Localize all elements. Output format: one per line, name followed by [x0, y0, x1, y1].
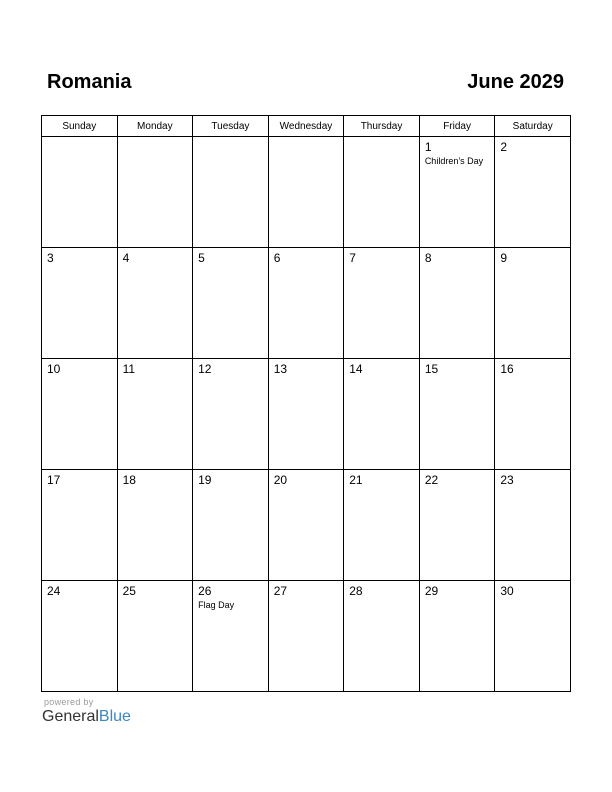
day-cell — [344, 581, 420, 692]
day-number: 19 — [198, 473, 212, 487]
day-number: 28 — [349, 584, 363, 598]
day-number: 29 — [424, 584, 439, 598]
day-number: 6 — [273, 251, 281, 265]
weekday-header: Thursday — [344, 116, 420, 137]
weekday-header-row — [42, 116, 571, 137]
day-cell — [495, 470, 571, 581]
day-cell — [268, 248, 344, 359]
day-cell — [117, 470, 193, 581]
weekday-header: Sunday — [42, 116, 118, 137]
empty-day-cell — [42, 137, 118, 248]
empty-day-cell — [117, 137, 193, 248]
day-number: 10 — [47, 362, 61, 376]
day-cell — [268, 581, 344, 692]
calendar-header — [47, 71, 564, 99]
weekday-header: Monday — [117, 116, 193, 137]
week-row — [42, 581, 571, 692]
month-title: June 2029 — [467, 71, 564, 93]
holiday-label: Flag Day — [198, 600, 235, 610]
day-number: 5 — [198, 251, 205, 265]
weekday-header: Saturday — [495, 116, 571, 137]
weekday-header: Friday — [419, 116, 495, 137]
day-cell — [419, 581, 495, 692]
day-number: 30 — [500, 584, 514, 598]
weekday-header: Wednesday — [268, 116, 344, 137]
calendar-grid — [41, 115, 571, 692]
day-cell — [193, 248, 269, 359]
day-number: 20 — [273, 473, 288, 487]
day-cell — [344, 470, 420, 581]
empty-day-cell — [193, 137, 269, 248]
day-cell — [42, 470, 118, 581]
day-cell — [268, 470, 344, 581]
day-cell — [344, 248, 420, 359]
day-number: 14 — [349, 362, 363, 376]
day-cell — [193, 581, 269, 692]
week-row — [42, 248, 571, 359]
day-number: 27 — [273, 584, 288, 598]
day-cell — [117, 248, 193, 359]
day-number: 24 — [47, 584, 61, 598]
day-number: 23 — [500, 473, 514, 487]
empty-day-cell — [268, 137, 344, 248]
day-cell — [419, 248, 495, 359]
day-number: 12 — [198, 362, 212, 376]
day-number: 9 — [500, 251, 508, 265]
week-row — [42, 470, 571, 581]
day-number: 13 — [273, 362, 288, 376]
country-title: Romania — [47, 71, 132, 93]
day-number: 4 — [122, 251, 130, 265]
powered-by-label: powered by — [44, 697, 94, 707]
holiday-label: Children’s Day — [424, 156, 484, 166]
day-number: 11 — [122, 362, 136, 376]
day-cell — [495, 137, 571, 248]
day-cell — [117, 581, 193, 692]
day-cell — [42, 359, 118, 470]
day-cell — [42, 248, 118, 359]
day-cell — [495, 359, 571, 470]
day-cell — [344, 359, 420, 470]
day-number: 3 — [47, 251, 54, 265]
week-row — [42, 137, 571, 248]
day-cell — [419, 137, 495, 248]
day-number: 21 — [349, 473, 363, 487]
day-number: 26 — [198, 584, 212, 598]
day-cell — [42, 581, 118, 692]
week-row — [42, 359, 571, 470]
day-number: 16 — [500, 362, 514, 376]
generalblue-logo — [42, 707, 131, 727]
day-cell — [495, 248, 571, 359]
day-number: 18 — [122, 473, 136, 487]
day-number: 22 — [424, 473, 439, 487]
day-cell — [193, 359, 269, 470]
day-number: 8 — [424, 251, 432, 265]
day-cell — [117, 359, 193, 470]
day-cell — [419, 359, 495, 470]
brand-blue-text: Blue — [98, 708, 131, 725]
weekday-header: Tuesday — [193, 116, 269, 137]
day-cell — [495, 581, 571, 692]
footer-branding — [42, 697, 131, 727]
day-number: 15 — [424, 362, 439, 376]
brand-general-text: General — [42, 708, 99, 725]
day-cell — [268, 359, 344, 470]
day-number: 7 — [349, 251, 356, 265]
day-number: 1 — [424, 140, 432, 154]
day-cell — [193, 470, 269, 581]
empty-day-cell — [344, 137, 420, 248]
day-number: 2 — [500, 140, 508, 154]
day-number: 25 — [122, 584, 136, 598]
day-number: 17 — [47, 473, 61, 487]
day-cell — [419, 470, 495, 581]
